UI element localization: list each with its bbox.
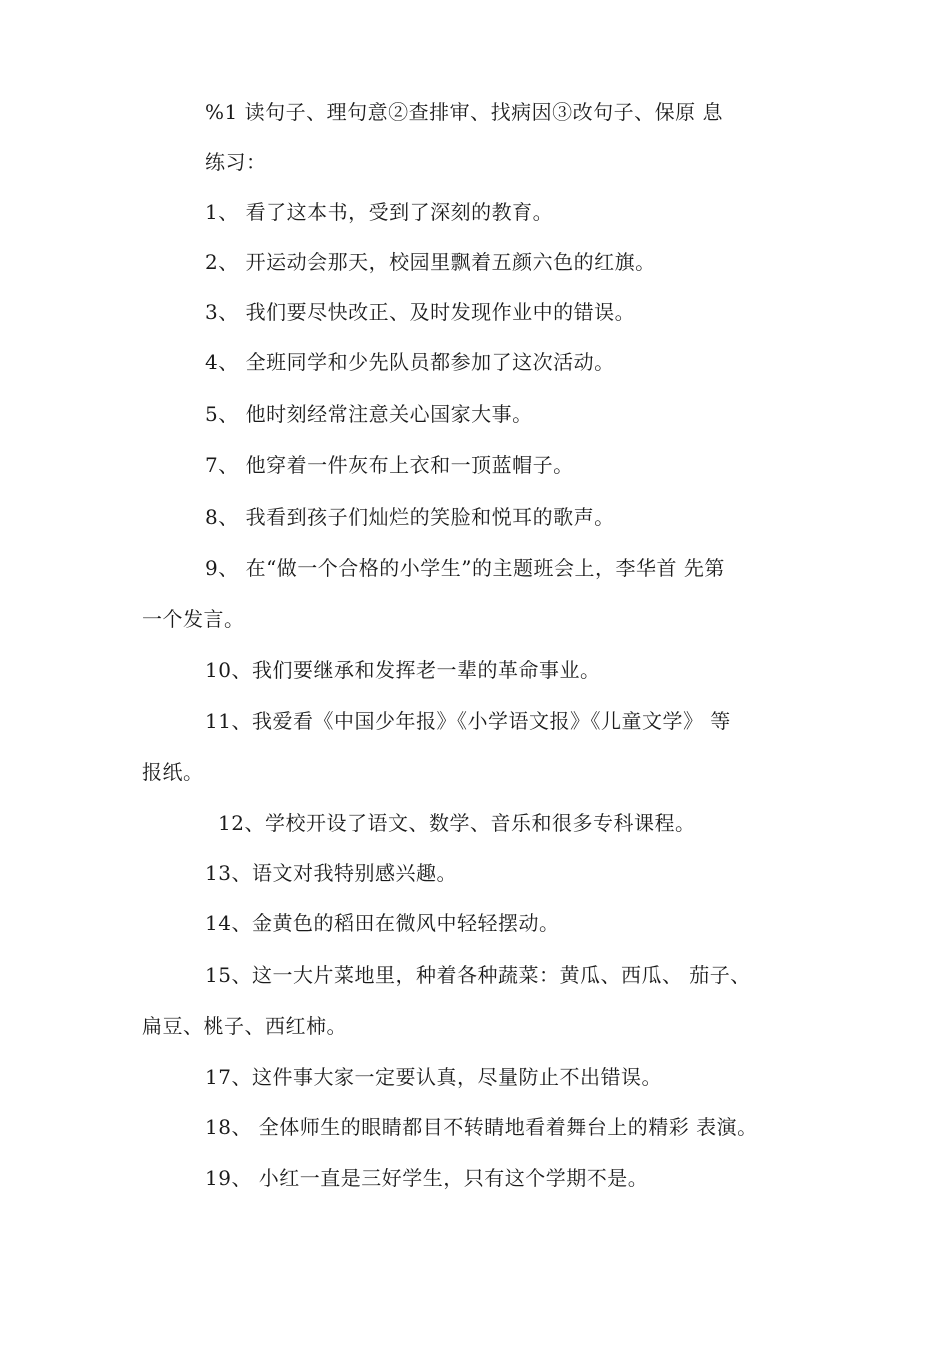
intro-line: 练习： xyxy=(205,150,267,174)
exercise-item: 10、我们要继承和发挥老一辈的革命事业。 xyxy=(205,658,601,682)
exercise-item: 12、学校开设了语文、数学、音乐和很多专科课程。 xyxy=(218,811,696,835)
exercise-item: 2、 开运动会那天，校园里飘着五颜六色的红旗。 xyxy=(205,250,656,274)
exercise-item-continuation: 一个发言。 xyxy=(142,607,245,631)
exercise-item: 19、 小红一直是三好学生，只有这个学期不是。 xyxy=(205,1166,649,1190)
exercise-item: 13、语文对我特别感兴趣。 xyxy=(205,861,457,885)
exercise-item: 3、 我们要尽快改正、及时发现作业中的错误。 xyxy=(205,300,636,324)
exercise-item: 9、 在“做一个合格的小学生”的主题班会上，李华首 先第 xyxy=(205,556,725,580)
exercise-item: 8、 我看到孩子们灿烂的笑脸和悦耳的歌声。 xyxy=(205,505,615,529)
exercise-item-continuation: 扁豆、桃子、西红柿。 xyxy=(142,1014,347,1038)
exercise-item: 17、这件事大家一定要认真，尽量防止不出错误。 xyxy=(205,1065,662,1089)
header-line: %1 读句子、理句意②查排审、找病因③改句子、保原 息 xyxy=(205,100,723,124)
exercise-item: 7、 他穿着一件灰布上衣和一顶蓝帽子。 xyxy=(205,453,574,477)
exercise-item: 1、 看了这本书，受到了深刻的教育。 xyxy=(205,200,554,224)
exercise-item: 4、 全班同学和少先队员都参加了这次活动。 xyxy=(205,350,615,374)
exercise-item: 11、我爱看《中国少年报》《小学语文报》《儿童文学》 等 xyxy=(205,709,731,733)
exercise-item: 5、 他时刻经常注意关心国家大事。 xyxy=(205,402,533,426)
exercise-item-continuation: 报纸。 xyxy=(142,760,204,784)
exercise-item: 15、这一大片菜地里，种着各种蔬菜：黄瓜、西瓜、 茄子、 xyxy=(205,963,751,987)
exercise-item: 14、金黄色的稻田在微风中轻轻摆动。 xyxy=(205,911,560,935)
exercise-item: 18、 全体师生的眼睛都目不转睛地看着舞台上的精彩 表演。 xyxy=(205,1115,758,1139)
